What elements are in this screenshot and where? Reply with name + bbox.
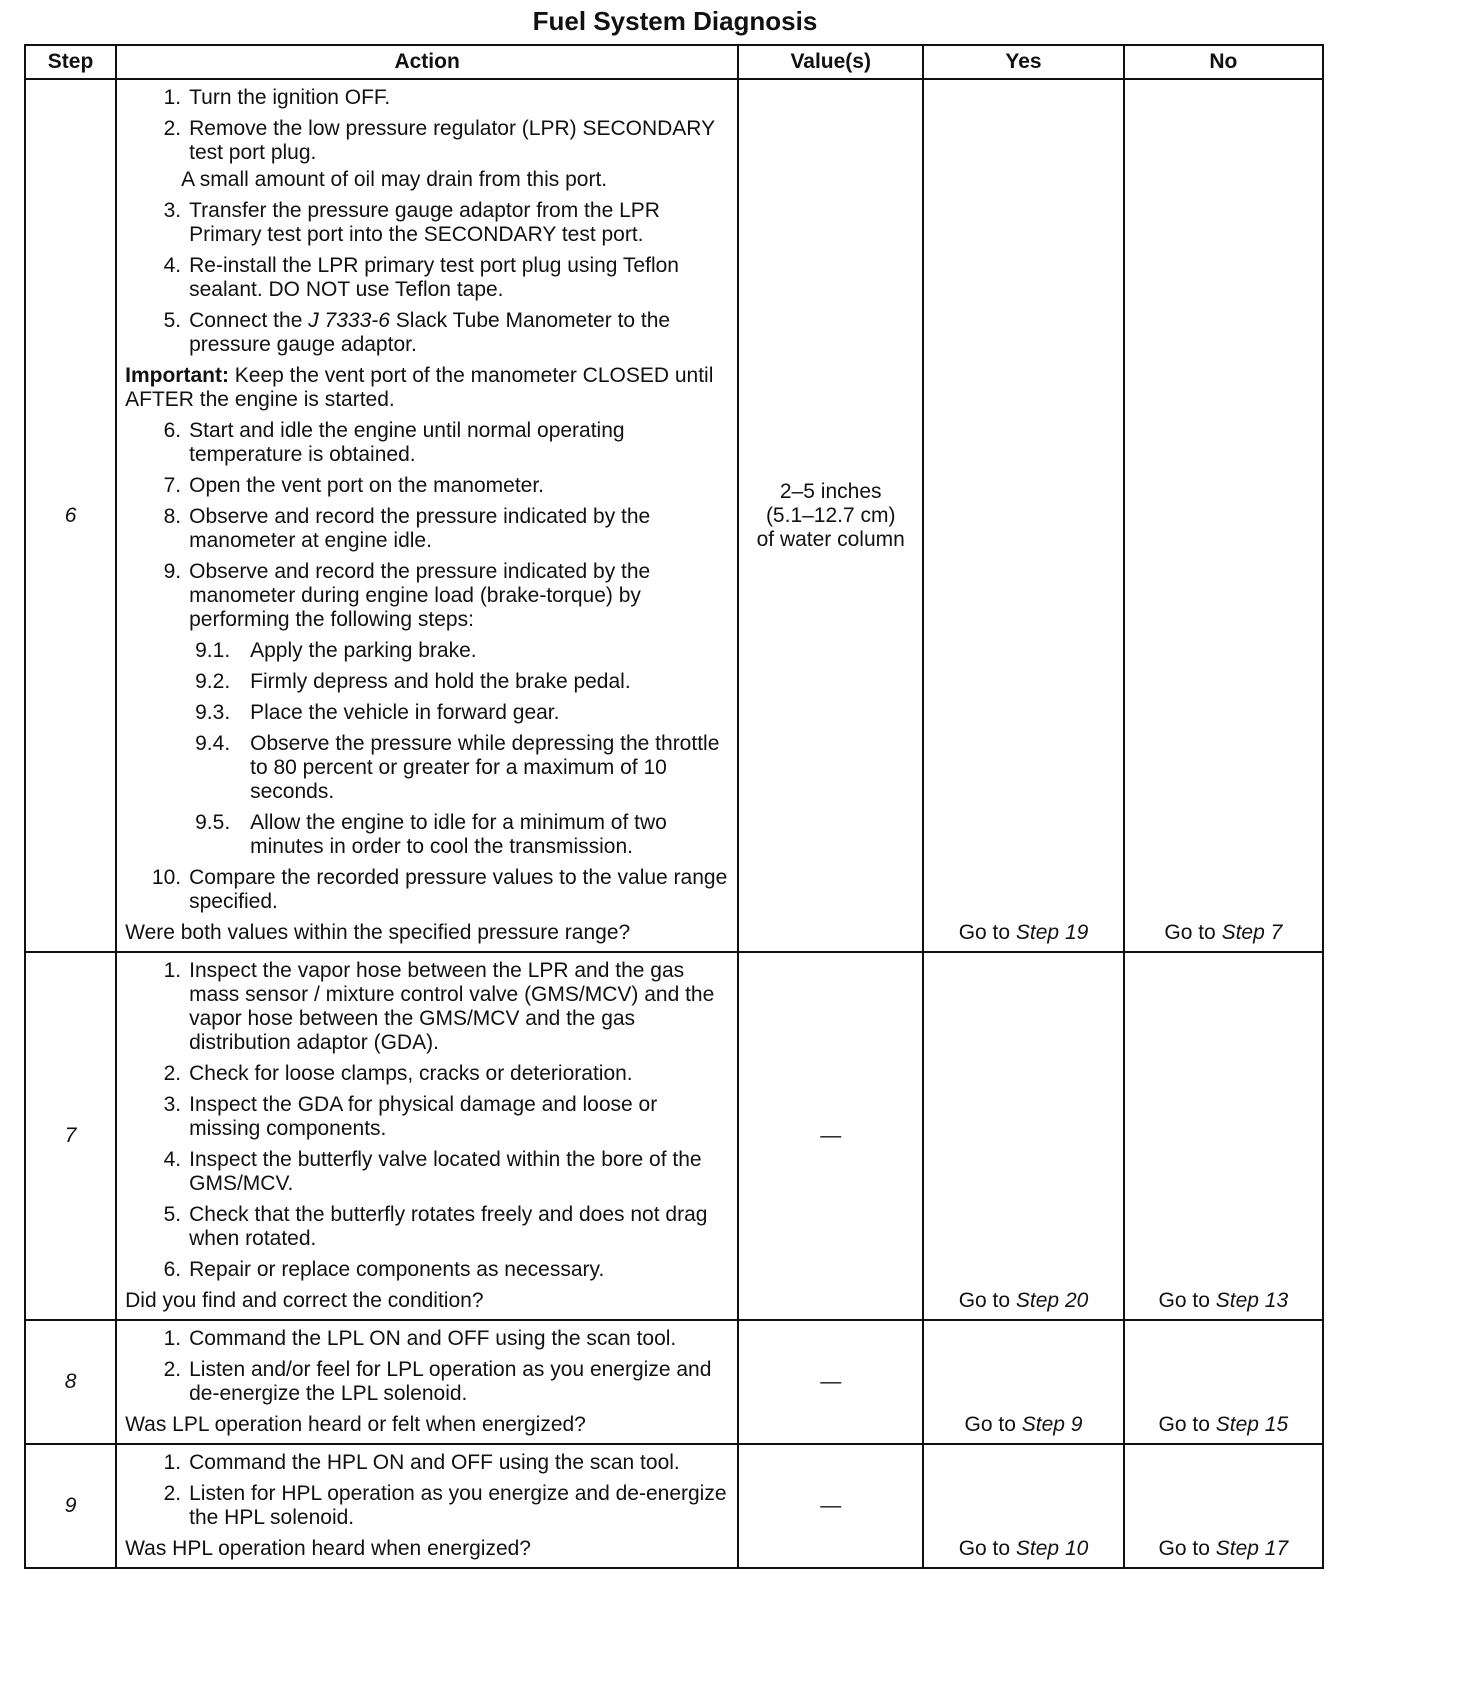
sub-list-item: 9.1. Apply the parking brake.	[195, 639, 477, 662]
list-item: 8. Observe and record the pressure indicated by the manometer at engine idle.	[163, 505, 651, 552]
step-number: 7	[25, 952, 116, 1320]
question: Was HPL operation heard when energized?	[125, 1537, 531, 1560]
no-cell: Go to Step 17	[1124, 1444, 1323, 1568]
list-item: 1. Turn the ignition OFF.	[163, 86, 391, 109]
yes-step-link: Step 20	[1015, 1289, 1089, 1312]
yes-cell: Go to Step 10	[923, 1444, 1123, 1568]
list-item: 7. Open the vent port on the manometer.	[163, 474, 545, 497]
value-cell: —	[738, 1444, 923, 1568]
list-item: 1. Command the HPL ON and OFF using the scan tool.	[163, 1451, 680, 1474]
list-item: 5. Check that the butterfly rotates freely and does not drag when rotated.	[163, 1203, 708, 1250]
value-cell: —	[738, 1320, 923, 1444]
list-item: 9. Observe and record the pressure indicated by the manometer during engine load (brake-torque) by performing the following steps:	[163, 560, 651, 631]
yes-step-link: Step 19	[1015, 921, 1089, 944]
question: Were both values within the specified pressure range?	[125, 921, 631, 944]
list-item: 2. Remove the low pressure regulator (LPR) SECONDARY test port plug.	[163, 117, 715, 164]
no-step-link: Step 7	[1221, 921, 1283, 944]
action-cell	[116, 1444, 738, 1568]
header-yes: Yes	[923, 45, 1123, 79]
no-cell: Go to Step 13	[1124, 952, 1323, 1320]
list-item: 4. Inspect the butterfly valve located within the bore of the GMS/MCV.	[163, 1148, 702, 1195]
value-cell: —	[738, 952, 923, 1320]
yes-cell: Go to Step 9	[923, 1320, 1123, 1444]
diagnosis-table	[24, 44, 1324, 1569]
list-item-note: A small amount of oil may drain from this port.	[181, 168, 608, 191]
list-item: 5. Connect the J 7333-6 Slack Tube Manometer to the pressure gauge adaptor.	[163, 309, 671, 356]
header-row	[25, 45, 1323, 79]
question: Did you find and correct the condition?	[125, 1289, 484, 1312]
sub-list-item: 9.5. Allow the engine to idle for a minimum of two minutes in order to cool the transmission.	[195, 811, 667, 858]
header-step: Step	[25, 45, 116, 79]
sub-list-item: 9.4. Observe the pressure while depressing the throttle to 80 percent or greater for a maximum of 10 seconds.	[195, 732, 720, 803]
list-item: 10. Compare the recorded pressure values to the value range specified.	[151, 866, 728, 913]
no-step-link: Step 13	[1215, 1289, 1289, 1312]
list-item: 6. Start and idle the engine until normal operating temperature is obtained.	[163, 419, 625, 466]
page-title: Fuel System Diagnosis	[532, 6, 818, 36]
table-row-step-8	[25, 1320, 1323, 1444]
step-number: 6	[25, 79, 116, 952]
important-note: Important: Keep the vent port of the manometer CLOSED until AFTER the engine is started.	[125, 364, 714, 411]
list-item: 1. Command the LPL ON and OFF using the scan tool.	[163, 1327, 677, 1350]
table-row-step-9	[25, 1444, 1323, 1568]
list-item: 4. Re-install the LPR primary test port plug using Teflon sealant. DO NOT use Teflon tape.	[163, 254, 679, 301]
list-item: 3. Inspect the GDA for physical damage and loose or missing components.	[163, 1093, 658, 1140]
value-cell: 2–5 inches (5.1–12.7 cm) of water column	[738, 79, 923, 952]
no-cell: Go to Step 7	[1124, 79, 1323, 952]
yes-cell: Go to Step 20	[923, 952, 1123, 1320]
table-row-step-7	[25, 952, 1323, 1320]
no-cell: Go to Step 15	[1124, 1320, 1323, 1444]
question: Was LPL operation heard or felt when energized?	[125, 1413, 586, 1436]
list-item: 6. Repair or replace components as necessary.	[163, 1258, 605, 1281]
no-step-link: Step 17	[1215, 1537, 1289, 1560]
yes-step-link: Step 10	[1015, 1537, 1089, 1560]
action-cell	[116, 79, 738, 952]
action-cell	[116, 952, 738, 1320]
yes-cell: Go to Step 19	[923, 79, 1123, 952]
header-action: Action	[116, 45, 738, 79]
sub-list-item: 9.3. Place the vehicle in forward gear.	[195, 701, 560, 724]
header-values: Value(s)	[738, 45, 923, 79]
list-item: 2. Check for loose clamps, cracks or deterioration.	[163, 1062, 633, 1085]
sub-list-item: 9.2. Firmly depress and hold the brake pedal.	[195, 670, 631, 693]
tool-reference: J 7333-6	[308, 309, 390, 332]
header-no: No	[1124, 45, 1323, 79]
no-step-link: Step 15	[1215, 1413, 1289, 1436]
yes-step-link: Step 9	[1021, 1413, 1083, 1436]
list-item: 1. Inspect the vapor hose between the LPR and the gas mass sensor / mixture control valve (GMS/MCV) and the vapor hose between the GMS/MCV and the gas distribution adaptor (GDA).	[163, 959, 715, 1054]
list-item: 2. Listen for HPL operation as you energize and de-energize the HPL solenoid.	[163, 1482, 727, 1529]
action-cell	[116, 1320, 738, 1444]
table-row-step-6	[25, 79, 1323, 952]
list-item: 3. Transfer the pressure gauge adaptor from the LPR Primary test port into the SECONDARY test port.	[163, 199, 660, 246]
list-item: 2. Listen and/or feel for LPL operation as you energize and de-energize the LPL solenoid.	[163, 1358, 712, 1405]
step-number: 8	[25, 1320, 116, 1444]
step-number: 9	[25, 1444, 116, 1568]
